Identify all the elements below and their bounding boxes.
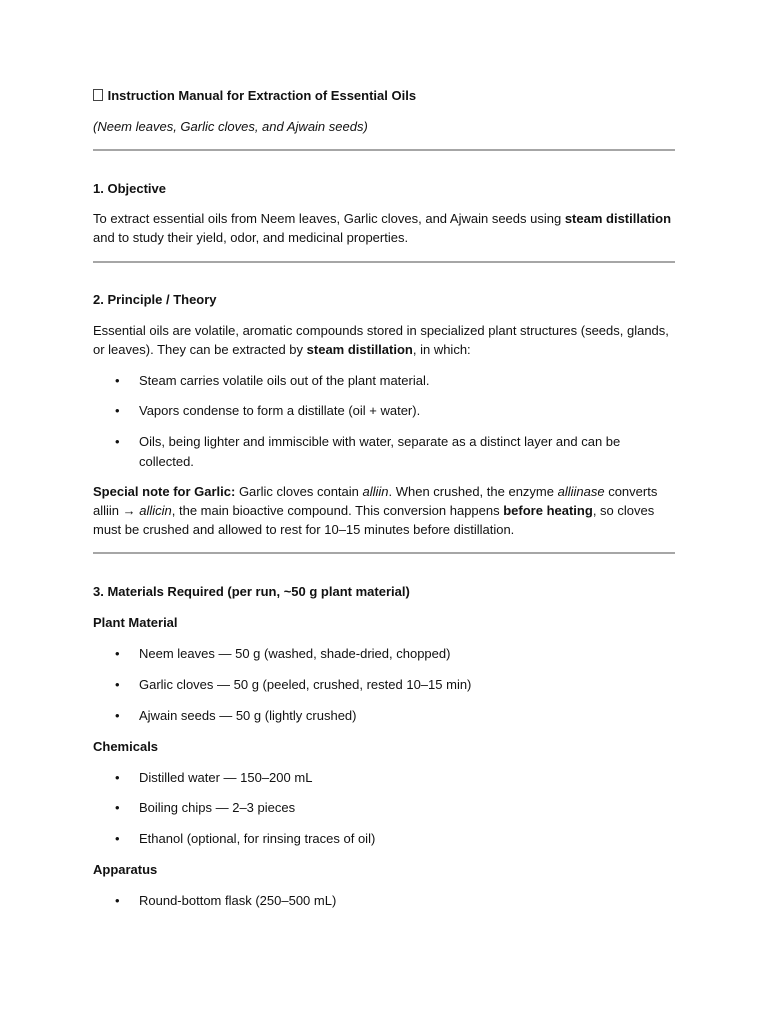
principle-intro-line2: [93, 340, 675, 359]
principle-intro-line1: Essential oils are volatile, aromatic compounds stored in specialized plant structures (seeds, glands,: [93, 323, 669, 338]
list-item-text: Distilled water — 150–200 mL: [139, 770, 313, 785]
note-term: alliin: [362, 484, 389, 499]
objective-text: To extract essential oils from Neem leaves, Garlic cloves, and Ajwain seeds using: [93, 211, 565, 226]
list-item-text: Boiling chips — 2–3 pieces: [139, 800, 296, 815]
list-item-text: Steam carries volatile oils out of the plant material.: [139, 373, 430, 388]
document-subtitle: (Neem leaves, Garlic cloves, and Ajwain seeds): [93, 119, 368, 134]
note-text: alliin →: [93, 503, 140, 518]
list-item-text: Ajwain seeds — 50 g (lightly crushed): [139, 708, 357, 723]
list-item-text: collected.: [139, 454, 194, 469]
note-emphasis: before heating: [503, 503, 593, 518]
list-item-text: Garlic cloves — 50 g (peeled, crushed, rested 10–15 min): [139, 677, 472, 692]
bullet-icon: •: [115, 893, 120, 908]
section-heading-principle: 2. Principle / Theory: [93, 292, 217, 307]
principle-intro-emphasis: steam distillation: [306, 342, 413, 357]
bullet-icon: •: [115, 646, 120, 661]
divider: [93, 149, 675, 151]
title-text: Instruction Manual for Extraction of Essential Oils: [107, 88, 417, 103]
divider: [93, 261, 675, 263]
garlic-note-line2: [93, 501, 675, 520]
note-text: , so cloves: [592, 503, 655, 518]
principle-intro-text-end: , in which:: [412, 342, 471, 357]
bullet-icon: •: [115, 434, 120, 449]
section-heading-objective: 1. Objective: [93, 181, 166, 196]
garlic-note-line3: must be crushed and allowed to rest for 10–15 minutes before distillation.: [93, 522, 515, 537]
subheading-plant-material: Plant Material: [93, 615, 178, 630]
bullet-icon: •: [115, 770, 120, 785]
objective-paragraph-line2: and to study their yield, odor, and medicinal properties.: [93, 230, 409, 245]
objective-paragraph: [93, 209, 675, 228]
note-text: , the main bioactive compound. This conversion happens: [171, 503, 504, 518]
list-item-text: Vapors condense to form a distillate (oil + water).: [139, 403, 421, 418]
list-item-text: Oils, being lighter and immiscible with water, separate as a distinct layer and can be: [139, 434, 621, 449]
bullet-icon: •: [115, 677, 120, 692]
subheading-chemicals: Chemicals: [93, 739, 159, 754]
bullet-icon: •: [115, 708, 120, 723]
list-item-text: Round-bottom flask (250–500 mL): [139, 893, 337, 908]
note-term: allicin: [139, 503, 172, 518]
note-text: Garlic cloves contain: [235, 484, 363, 499]
document-title: [93, 86, 675, 105]
bullet-icon: •: [115, 831, 120, 846]
garlic-note-label: Special note for Garlic:: [93, 484, 236, 499]
bullet-icon: •: [115, 373, 120, 388]
section-heading-materials: 3. Materials Required (per run, ~50 g plant material): [93, 584, 410, 599]
document-icon: [93, 89, 103, 101]
principle-intro-text: or leaves). They can be extracted by: [93, 342, 307, 357]
note-text: . When crushed, the enzyme: [388, 484, 558, 499]
list-item-text: Neem leaves — 50 g (washed, shade-dried, chopped): [139, 646, 451, 661]
list-item-text: Ethanol (optional, for rinsing traces of oil): [139, 831, 376, 846]
note-term: alliinase: [557, 484, 605, 499]
subheading-apparatus: Apparatus: [93, 862, 158, 877]
garlic-note-line1: [93, 482, 675, 501]
bullet-icon: •: [115, 403, 120, 418]
divider: [93, 552, 675, 554]
bullet-icon: •: [115, 800, 120, 815]
note-text: converts: [604, 484, 658, 499]
objective-emphasis: steam distillation: [564, 211, 672, 226]
